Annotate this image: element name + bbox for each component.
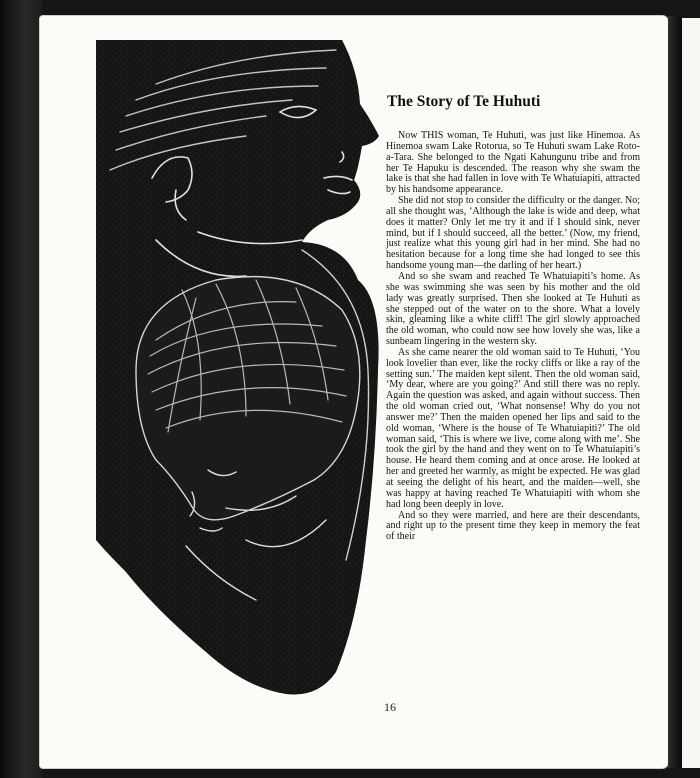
story-paragraph: She did not stop to consider the difficulty or the danger. No; all she thought was, ‘Although the lake is wide and deep, what does it matter? Only let me try it and if I should sink, never mind, but if I should succeed, all the better.’ (Now, my friend, just realize what this young girl had in her mind. She had no hesitation because for a long time she had longed to see this handsome young man—the darling of her heart.) [386,195,640,272]
story-text [386,131,640,543]
book-gutter [668,16,682,768]
scan-dark-edge [0,0,42,778]
story-title: The Story of Te Huhuti [387,93,541,110]
story-paragraph: Now THIS woman, Te Huhuti, was just like Hinemoa. As Hinemoa swam Lake Rotorua, so Te Huhuti swam Lake Roto-a-Tara. She belonged to the Ngati Kahungunu tribe and from her Te Hapuku is descended. The reason why she swam the lake is that she had fallen in love with Te Whatuiapiti, attracted by his handsome appearance. [386,130,640,196]
facing-page-edge [682,18,700,768]
page-number: 16 [384,700,396,714]
story-paragraph: And so they were married, and here are their descendants, and right up to the present time they keep in memory the feat of their [386,509,640,543]
story-paragraph: And so she swam and reached Te Whatuiapiti’s home. As she was swimming she was seen by his mother and the old lady was greatly surprised. Then she looked at Te Huhuti as she stepped out of the water on to the shore. What a lovely skin, gleaming like a white cliff! The girl slowly approached the old woman, who could now see how lovely she was, like a sunbeam lingering in the western sky. [386,270,640,348]
story-paragraph: As she came nearer the old woman said to Te Huhuti, ‘You look lovelier than ever, like the rocky cliffs or like a ray of the setting sun.’ The maiden kept silent. Then the old woman said, ‘My dear, where are you going?’ And still there was no reply. Again the question was asked, and again without success. Then the old woman cried out, ‘What nonsense! Why do you not answer me?’ Then the maiden opened her lips and said to the old woman, ‘Where is the house of Te Whatuiapiti?’ The old woman said, ‘This is where we live, come along with me’. She took the girl by the hand and they went on to Te Whatuiapiti’s house. He heard them coming and at once arose. He looked at her and greeted her warmly, as might be expected. He was glad at seeing the delight of his heart, and the maiden—well, she was happy at having reached Te Whatuiapiti with whom she had long been deeply in love. [386,346,640,510]
woodcut-illustration [96,40,382,696]
